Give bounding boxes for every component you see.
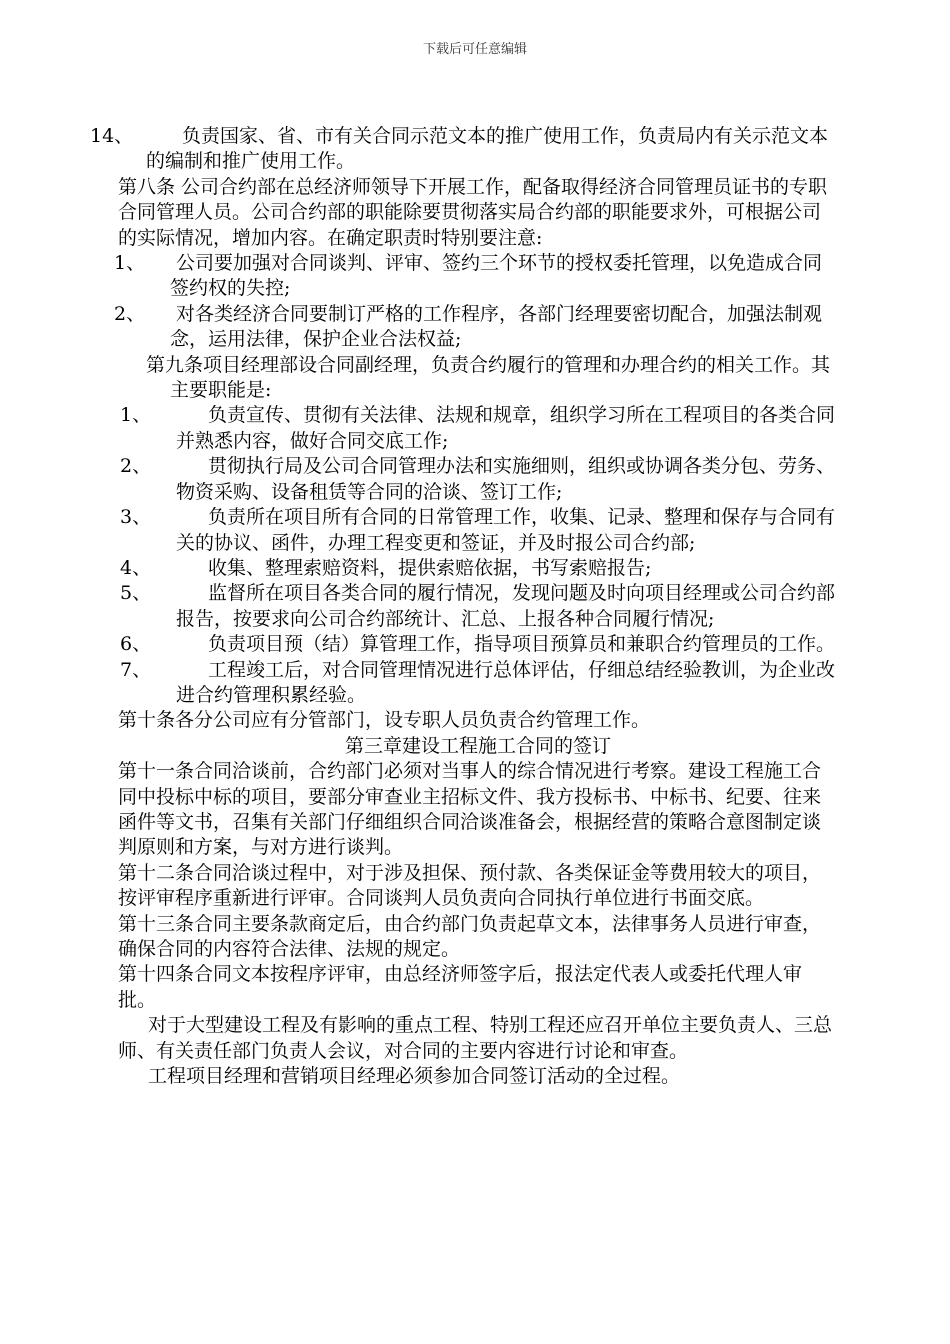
item-number: 1、 — [114, 252, 146, 275]
article-8: 第八条 公司合约部在总经济师领导下开展工作，配备取得经济合同管理员证书的专职合同管理人员。公司合约部的职能除要贯彻落实局合约部的职能要求外，可根据公司的实际情况，增加内容。在确定职责时特别要注意: — [118, 175, 828, 249]
item-number: 1、 — [120, 404, 152, 427]
item-text: 负责项目预（结）算管理工作，指导项目预算员和兼职合约管理员的工作。 — [208, 633, 836, 656]
article-11: 第十一条合同洽谈前，合约部门必须对当事人的综合情况进行考察。建设工程施工合同中投标中标的项目，要部分审查业主招标文件、我方投标书、中标书、纪要、往来函件等文书，召集有关部门仔细组织合同洽谈准备会，根据经营的策略合意图制定谈判原则和方案，与对方进行谈判。 — [118, 760, 822, 859]
article-9-item-4 — [118, 556, 838, 581]
article-9-item-2 — [118, 454, 838, 505]
article-9-item-3 — [118, 505, 838, 556]
document-body — [90, 124, 838, 1089]
item-number: 7、 — [120, 658, 152, 681]
item-number: 2、 — [120, 455, 152, 478]
item-text: 工程竣工后，对合同管理情况进行总体评估，仔细总结经验教训，为企业改进合约管理积累经验。 — [176, 658, 836, 706]
chapter-3-heading: 第三章建设工程施工合同的签订 — [344, 734, 611, 757]
item-text: 收集、整理索赔资料，提供索赔依据，书写索赔报告; — [208, 556, 652, 579]
article-8-item-1 — [114, 251, 838, 302]
article-14-paragraph-3: 工程项目经理和营销项目经理必须参加合同签订活动的全过程。 — [148, 1065, 681, 1088]
article-12: 第十二条合同洽谈过程中，对于涉及担保、预付款、各类保证金等费用较大的项目，按评审程序重新进行评审。合同谈判人员负责向合同执行单位进行书面交底。 — [118, 861, 822, 910]
item-text: 负责所在项目所有合同的日常管理工作，收集、记录、整理和保存与合同有关的协议、函件，办理工程变更和签证，并及时报公司合约部; — [176, 506, 836, 554]
article-8-item-2 — [114, 302, 838, 353]
item-number: 3、 — [120, 506, 152, 529]
article-10: 第十条各分公司应有分管部门，设专职人员负责合约管理工作。 — [118, 709, 651, 732]
article-13: 第十三条合同主要条款商定后，由合约部门负责起草文本，法律事务人员进行审查，确保合同的内容符合法律、法规的规定。 — [118, 912, 822, 960]
item-text: 负责国家、省、市有关合同示范文本的推广使用工作，负责局内有关示范文本的编制和推广使用工作。 — [146, 125, 829, 173]
article-9-item-7 — [118, 658, 838, 709]
article-14-paragraph-2: 对于大型建设工程及有影响的重点工程、特别工程还应召开单位主要负责人、三总师、有关责任部门负责人会议，对合同的主要内容进行讨论和审查。 — [118, 1014, 833, 1062]
item-text: 对各类经济合同要制订严格的工作程序，各部门经理要密切配合，加强法制观念，运用法律，保护企业合法权益; — [170, 302, 823, 351]
article-9-item-6 — [118, 632, 838, 657]
page-header-note: 下载后可任意编辑 — [422, 42, 527, 57]
item-number: 4、 — [120, 556, 152, 579]
item-number: 2、 — [114, 302, 146, 325]
item-text: 负责宣传、贯彻有关法律、法规和规章，组织学习所在工程项目的各类合同并熟悉内容，做好合同交底工作; — [176, 404, 836, 452]
item-number: 6、 — [120, 633, 152, 656]
article-14: 第十四条合同文本按程序评审，由总经济师签字后，报法定代表人或委托代理人审批。 — [118, 963, 803, 1011]
article-9-item-5 — [118, 581, 838, 632]
item-text: 公司要加强对合同谈判、评审、签约三个环节的授权委托管理，以免造成合同签约权的失控; — [170, 252, 823, 300]
item-text: 监督所在项目各类合同的履行情况，发现问题及时向项目经理或公司合约部报告，按要求向公司合约部统计、汇总、上报各种合同履行情况; — [176, 582, 836, 630]
item-number: 14、 — [90, 125, 134, 147]
item-number: 5、 — [120, 582, 152, 605]
article-9: 第九条项目经理部设合同副经理，负责合约履行的管理和办理合约的相关工作。其主要职能是: — [146, 353, 831, 402]
item-text: 贯彻执行局及公司合同管理办法和实施细则，组织或协调各类分包、劳务、物资采购、设备租赁等合同的洽谈、签订工作; — [176, 455, 836, 503]
article-9-item-1 — [118, 403, 838, 454]
item-14 — [90, 124, 838, 175]
